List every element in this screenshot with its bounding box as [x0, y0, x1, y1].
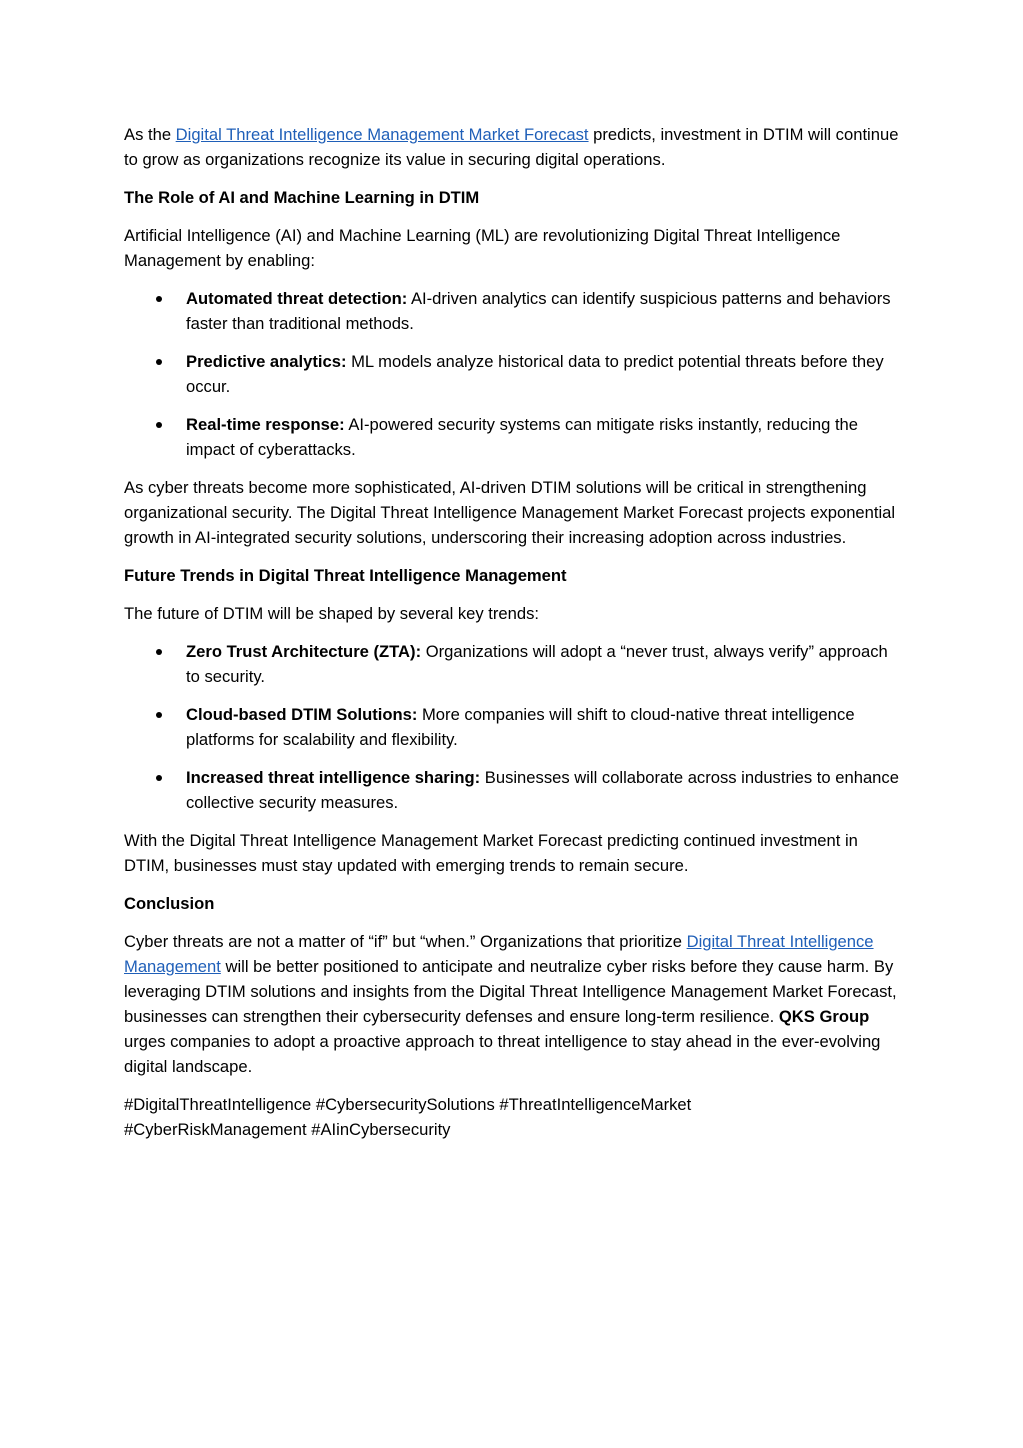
dtim-link[interactable]: Digital Threat Intelligence Management: [124, 932, 874, 976]
ai-bullet-list: [124, 286, 906, 462]
hashtags-line-2: #CyberRiskManagement #AIinCybersecurity: [124, 1120, 451, 1139]
intro-text-post: predicts, investment in DTIM will continue to grow as organizations recognize its value in securing digital operations.: [124, 125, 899, 169]
brand-name: QKS Group: [778, 1007, 870, 1026]
bullet-term: Predictive analytics:: [186, 352, 347, 371]
bullet-text: Businesses will collaborate across industries to enhance collective security measures.: [186, 768, 899, 812]
bullet-term: Real-time response:: [186, 415, 345, 434]
conclusion-text-post: urges companies to adopt a proactive approach to threat intelligence to stay ahead in the ever-evolving digital landscape.: [124, 1032, 881, 1076]
ai-section-outro: As cyber threats become more sophisticated, AI-driven DTIM solutions will be critical in strengthening organizational security. The Digital Threat Intelligence Management Market Forecast projects exponential growth in AI-integrated security solutions, underscoring their increasing adoption across industries.: [124, 478, 896, 547]
bullet-term: Increased threat intelligence sharing:: [186, 768, 481, 787]
list-item: [124, 349, 906, 399]
conclusion-text-mid: will be better positioned to anticipate and neutralize cyber risks before they cause harm. By leveraging DTIM solutions and insights from the Digital Threat Intelligence Management Market Forecast, businesses can strengthen their cybersecurity defenses and ensure long-term resilience.: [124, 957, 897, 1026]
bullet-term: Automated threat detection:: [186, 289, 408, 308]
bullet-icon: [156, 359, 162, 365]
list-item: [124, 412, 906, 462]
document-page: [124, 122, 906, 1155]
bullet-icon: [156, 775, 162, 781]
intro-text-pre: As the: [124, 125, 176, 144]
ai-section-intro: Artificial Intelligence (AI) and Machine Learning (ML) are revolutionizing Digital Threat Intelligence Management by enabling:: [124, 226, 841, 270]
trends-section-heading: Future Trends in Digital Threat Intelligence Management: [124, 566, 567, 585]
bullet-icon: [156, 422, 162, 428]
bullet-text: AI-powered security systems can mitigate risks instantly, reducing the impact of cyberattacks.: [186, 415, 859, 459]
trends-section-intro: The future of DTIM will be shaped by several key trends:: [124, 604, 540, 623]
list-item: [124, 702, 906, 752]
hashtags: [124, 1092, 906, 1142]
list-item: [124, 639, 906, 689]
bullet-text: Organizations will adopt a “never trust, always verify” approach to security.: [186, 642, 888, 686]
market-forecast-link[interactable]: Digital Threat Intelligence Management Market Forecast: [175, 125, 589, 144]
bullet-term: Cloud-based DTIM Solutions:: [186, 705, 418, 724]
trends-section-outro: With the Digital Threat Intelligence Management Market Forecast predicting continued investment in DTIM, businesses must stay updated with emerging trends to remain secure.: [124, 831, 858, 875]
bullet-text: More companies will shift to cloud-native threat intelligence platforms for scalability and flexibility.: [186, 705, 855, 749]
bullet-term: Zero Trust Architecture (ZTA):: [186, 642, 422, 661]
bullet-icon: [156, 296, 162, 302]
conclusion-paragraph: [124, 929, 906, 1079]
list-item: [124, 765, 906, 815]
bullet-text: ML models analyze historical data to predict potential threats before they occur.: [186, 352, 884, 396]
bullet-icon: [156, 712, 162, 718]
bullet-text: AI-driven analytics can identify suspicious patterns and behaviors faster than traditional methods.: [186, 289, 891, 333]
bullet-icon: [156, 649, 162, 655]
conclusion-heading: Conclusion: [124, 894, 215, 913]
ai-section-heading: The Role of AI and Machine Learning in DTIM: [124, 188, 480, 207]
intro-paragraph: [124, 122, 906, 172]
list-item: [124, 286, 906, 336]
hashtags-line-1: #DigitalThreatIntelligence #CybersecuritySolutions #ThreatIntelligenceMarket: [124, 1095, 692, 1114]
conclusion-text-pre: Cyber threats are not a matter of “if” but “when.” Organizations that prioritize: [124, 932, 687, 951]
trends-bullet-list: [124, 639, 906, 815]
